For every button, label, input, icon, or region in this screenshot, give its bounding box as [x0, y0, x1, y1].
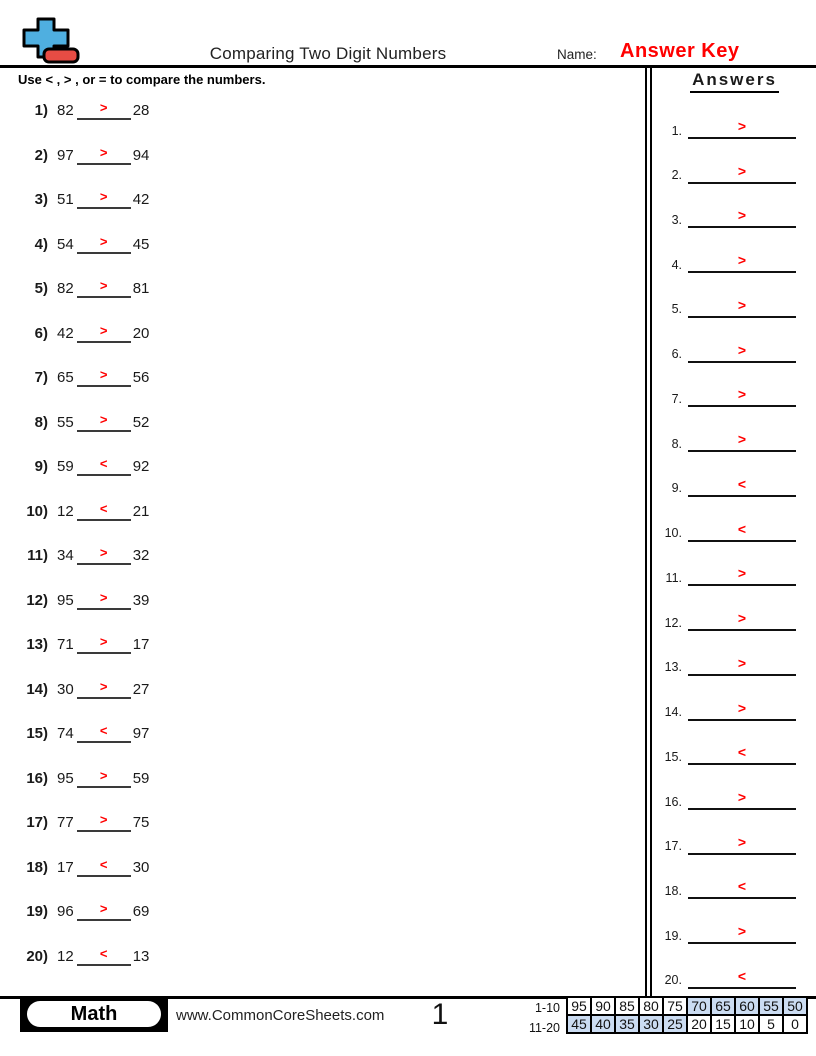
problem-row [18, 406, 218, 432]
answer-blank [77, 680, 131, 699]
answer-blank [77, 146, 131, 165]
answer-number: 3. [671, 212, 682, 227]
answer-number: 17. [664, 839, 682, 854]
answer-blank [77, 235, 131, 254]
answer-line [688, 701, 796, 721]
problem-number: 8) [34, 413, 48, 431]
answer-symbol: > [737, 118, 747, 134]
page-number: 1 [431, 998, 449, 1031]
page-title: Comparing Two Digit Numbers [209, 44, 447, 63]
answer-line [688, 879, 796, 899]
problem-row [18, 183, 218, 209]
answer-line [688, 208, 796, 228]
problem-number: 4) [34, 235, 48, 253]
problem-row [18, 895, 218, 921]
answer-line [688, 745, 796, 765]
answer-symbol: < [737, 878, 747, 895]
answer-line [688, 924, 796, 944]
score-cell: 5 [759, 1015, 783, 1033]
answer-symbol: > [737, 431, 747, 448]
problem-row [18, 317, 218, 343]
left-value: 95 [57, 591, 74, 609]
problem-number: 12) [26, 591, 48, 609]
score-cell: 0 [783, 1015, 807, 1033]
problem-number: 3) [34, 191, 48, 209]
comparison-symbol: < [99, 856, 108, 872]
answer-symbol: > [737, 923, 747, 940]
answer-number: 7. [671, 391, 682, 406]
answer-line [688, 387, 796, 407]
answer-number: 5. [671, 302, 682, 317]
problem-row [18, 762, 218, 788]
answer-blank [77, 190, 131, 209]
problem-row [18, 851, 218, 877]
answer-symbol: > [737, 162, 747, 179]
score-cell: 85 [615, 997, 639, 1015]
answer-blank [77, 279, 131, 298]
left-value: 34 [57, 547, 74, 565]
answer-line [688, 253, 796, 273]
problem-row [18, 139, 218, 165]
answer-line [688, 343, 796, 363]
problem-row [18, 584, 218, 610]
comparison-symbol: > [99, 144, 108, 160]
problem-number: 14) [26, 680, 48, 698]
comparison-symbol: > [99, 634, 108, 650]
score-cell: 35 [615, 1015, 639, 1033]
comparison-symbol: > [99, 767, 108, 783]
comparison-symbol: > [99, 589, 108, 605]
score-cell: 10 [735, 1015, 759, 1033]
comparison-symbol: < [99, 456, 108, 472]
left-value: 74 [57, 725, 74, 743]
right-value: 27 [132, 680, 150, 698]
column-divider-line [650, 68, 652, 997]
right-value: 52 [132, 413, 150, 431]
answer-line [688, 477, 796, 497]
answer-row [656, 965, 796, 989]
score-cell: 90 [591, 997, 615, 1015]
answer-number: 15. [664, 749, 682, 764]
problem-number: 20) [26, 947, 48, 965]
comparison-symbol: > [99, 189, 108, 205]
problem-number: 9) [34, 458, 48, 476]
answer-blank [77, 858, 131, 877]
score-cell: 20 [687, 1015, 711, 1033]
answer-symbol: > [737, 789, 747, 806]
comparison-symbol: > [99, 100, 108, 115]
answer-row [656, 383, 796, 407]
right-value: 59 [132, 769, 150, 787]
answer-number: 9. [671, 481, 682, 496]
answer-symbol: < [737, 967, 747, 984]
answer-line [688, 656, 796, 676]
answer-line [688, 522, 796, 542]
answer-row [656, 160, 796, 184]
website-url: www.CommonCoreSheets.com [176, 1007, 385, 1024]
left-value: 97 [57, 146, 74, 164]
left-value: 51 [57, 191, 74, 209]
answer-number: 10. [664, 526, 682, 541]
score-cell: 30 [639, 1015, 663, 1033]
score-row-label: 1-10 [534, 1001, 560, 1015]
right-value: 56 [132, 369, 150, 387]
comparison-symbol: > [99, 678, 108, 694]
answer-symbol: < [737, 744, 747, 761]
comparison-symbol: < [99, 500, 108, 516]
problem-row [18, 628, 218, 654]
answer-row [656, 294, 796, 318]
comparison-symbol: > [99, 411, 108, 427]
answer-line [688, 969, 796, 989]
answers-heading: Answers [690, 70, 779, 93]
answer-number: 1. [671, 123, 682, 138]
right-value: 92 [132, 458, 150, 476]
score-cell: 40 [591, 1015, 615, 1033]
answer-blank [77, 902, 131, 921]
score-row-label: 11-20 [528, 1021, 560, 1035]
answer-row [656, 115, 796, 139]
answer-number: 2. [671, 168, 682, 183]
right-value: 28 [132, 102, 150, 119]
score-cell: 65 [711, 997, 735, 1015]
problem-row [18, 272, 218, 298]
subject-badge-label: Math [27, 1001, 161, 1027]
problem-row [18, 94, 218, 120]
answer-blank [77, 457, 131, 476]
answer-key-label: Answer Key [620, 40, 740, 62]
answer-row [656, 562, 796, 586]
answer-symbol: > [737, 207, 747, 224]
right-value: 42 [132, 191, 150, 209]
score-cell: 45 [567, 1015, 591, 1033]
problem-number: 2) [34, 146, 48, 164]
answer-number: 14. [664, 705, 682, 720]
answer-line [688, 298, 796, 318]
answer-number: 12. [664, 615, 682, 630]
answer-blank [77, 546, 131, 565]
answer-row [656, 831, 796, 855]
problem-number: 6) [34, 324, 48, 342]
problem-number: 11) [27, 547, 48, 565]
answer-row [656, 339, 796, 363]
comparison-symbol: > [99, 233, 108, 249]
header-divider [0, 65, 816, 68]
problem-number: 17) [26, 814, 48, 832]
comparison-symbol: > [99, 545, 108, 561]
comparison-symbol: > [99, 322, 108, 338]
score-cell: 15 [711, 1015, 735, 1033]
answer-blank [77, 324, 131, 343]
problem-number: 1) [34, 102, 48, 119]
comparison-symbol: < [99, 945, 108, 961]
right-value: 81 [132, 280, 150, 298]
answer-line [688, 119, 796, 139]
answer-number: 6. [671, 347, 682, 362]
problem-number: 19) [26, 903, 48, 921]
problem-row [18, 673, 218, 699]
answer-blank [77, 413, 131, 432]
answer-number: 8. [671, 436, 682, 451]
answer-row [656, 697, 796, 721]
problem-row [18, 539, 218, 565]
answer-symbol: > [737, 296, 747, 313]
problem-row [18, 940, 218, 966]
score-cell: 70 [687, 997, 711, 1015]
problem-number: 18) [26, 858, 48, 876]
answer-row [656, 652, 796, 676]
problem-row [18, 361, 218, 387]
answers-heading-wrap [653, 70, 816, 93]
answer-blank [77, 769, 131, 788]
problem-row [18, 450, 218, 476]
problem-number: 13) [26, 636, 48, 654]
name-label: Name: [557, 47, 597, 62]
score-cell: 55 [759, 997, 783, 1015]
instruction-text: Use < , > , or = to compare the numbers. [18, 72, 266, 87]
answer-blank [77, 724, 131, 743]
answer-row [656, 428, 796, 452]
answer-row [656, 518, 796, 542]
score-cell: 75 [663, 997, 687, 1015]
answer-number: 20. [664, 973, 682, 988]
problem-row [18, 495, 218, 521]
score-table-row [567, 997, 807, 1015]
left-value: 30 [57, 680, 74, 698]
right-value: 32 [132, 547, 150, 565]
answer-blank [77, 591, 131, 610]
left-value: 42 [57, 324, 74, 342]
answer-blank [77, 502, 131, 521]
left-value: 12 [57, 947, 74, 965]
answer-row [656, 786, 796, 810]
answer-row [656, 920, 796, 944]
answer-row [656, 249, 796, 273]
problem-number: 15) [26, 725, 48, 743]
right-value: 75 [132, 814, 150, 832]
score-cell: 80 [639, 997, 663, 1015]
answers-list [656, 115, 796, 989]
answer-line [688, 790, 796, 810]
answer-symbol: > [737, 610, 747, 627]
comparison-symbol: < [99, 723, 108, 739]
answer-number: 19. [664, 928, 682, 943]
left-value: 59 [57, 458, 74, 476]
answer-blank [77, 635, 131, 654]
column-divider-line [645, 68, 647, 997]
comparison-symbol: > [99, 278, 108, 294]
problem-row [18, 228, 218, 254]
answer-row [656, 875, 796, 899]
answer-number: 11. [665, 570, 682, 585]
right-value: 13 [132, 947, 150, 965]
score-table-row [567, 1015, 807, 1033]
right-value: 45 [132, 235, 150, 253]
answer-line [688, 611, 796, 631]
problem-list [18, 94, 218, 966]
subject-badge [20, 996, 168, 1032]
answer-symbol: > [737, 386, 747, 403]
score-cell: 50 [783, 997, 807, 1015]
answer-number: 4. [671, 257, 682, 272]
answer-line [688, 566, 796, 586]
left-value: 17 [57, 858, 74, 876]
right-value: 17 [132, 636, 150, 654]
answer-symbol: > [737, 654, 747, 671]
answer-symbol: > [737, 565, 747, 582]
problem-number: 10) [26, 502, 48, 520]
problem-number: 5) [34, 280, 48, 298]
left-value: 82 [57, 280, 74, 298]
right-value: 30 [132, 858, 150, 876]
left-value: 55 [57, 413, 74, 431]
left-value: 96 [57, 903, 74, 921]
problem-number: 7) [34, 369, 48, 387]
score-cell: 60 [735, 997, 759, 1015]
answer-row [656, 473, 796, 497]
answer-row [656, 607, 796, 631]
answer-symbol: > [737, 833, 747, 850]
left-value: 82 [57, 102, 74, 119]
right-value: 97 [132, 725, 150, 743]
answer-line [688, 835, 796, 855]
left-value: 65 [57, 369, 74, 387]
left-value: 12 [57, 502, 74, 520]
answer-symbol: < [737, 520, 747, 537]
answer-line [688, 164, 796, 184]
score-row-labels [505, 998, 560, 1038]
score-cell: 25 [663, 1015, 687, 1033]
answer-blank [77, 368, 131, 387]
answer-blank [77, 101, 131, 120]
score-table [566, 996, 808, 1034]
answer-symbol: > [737, 252, 747, 269]
problem-row [18, 806, 218, 832]
left-value: 77 [57, 814, 74, 832]
answer-symbol: > [737, 341, 747, 358]
answer-symbol: > [737, 699, 747, 716]
right-value: 21 [132, 502, 150, 520]
answer-blank [77, 813, 131, 832]
comparison-symbol: > [99, 812, 108, 828]
score-cell: 95 [567, 997, 591, 1015]
answer-number: 13. [664, 660, 682, 675]
right-value: 69 [132, 903, 150, 921]
answer-line [688, 432, 796, 452]
right-value: 39 [132, 591, 150, 609]
problem-number: 16) [26, 769, 48, 787]
answer-row [656, 741, 796, 765]
answer-number: 18. [664, 883, 682, 898]
left-value: 54 [57, 235, 74, 253]
left-value: 71 [57, 636, 74, 654]
comparison-symbol: > [99, 367, 108, 383]
problem-row [18, 717, 218, 743]
left-value: 95 [57, 769, 74, 787]
right-value: 20 [132, 324, 150, 342]
answer-row [656, 204, 796, 228]
right-value: 94 [132, 146, 150, 164]
answer-blank [77, 947, 131, 966]
answer-symbol: < [737, 475, 747, 492]
comparison-symbol: > [99, 901, 108, 917]
answer-number: 16. [664, 794, 682, 809]
